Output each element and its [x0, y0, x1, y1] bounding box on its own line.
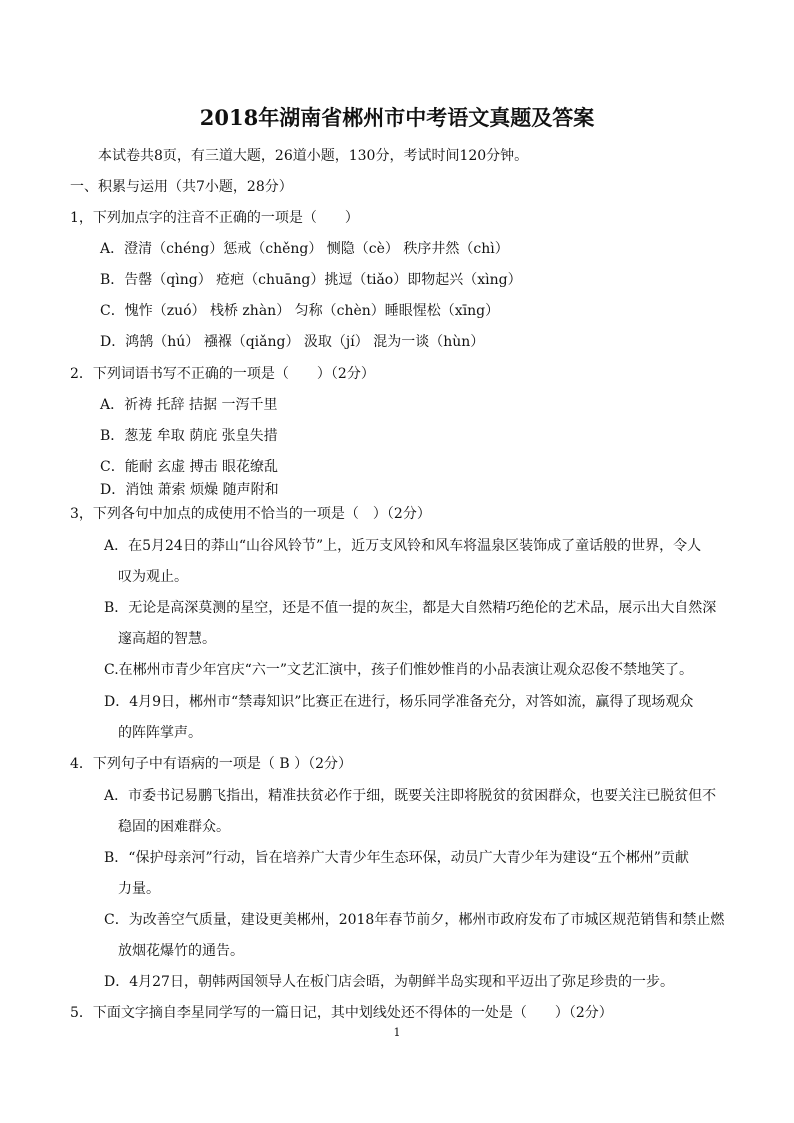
question-4-option-a-line2: 稳固的困难群众。	[118, 819, 230, 835]
question-4-option-a-line1: A．市委书记易鹏飞指出，精准扶贫必作于细，既要关注即将脱贫的贫困群众，也要关注已脱贫但不	[104, 788, 717, 804]
question-1-option-c: C．愧怍（zuó） 栈桥 zhàn） 匀称（chèn）睡眼惺松（xīng）	[100, 303, 500, 319]
question-3-option-c: C.在郴州市青少年宫庆“六一”文艺汇演中，孩子们惟妙惟肖的小品表演让观众忍俊不禁地笑了。	[104, 662, 693, 678]
question-4-option-c-line1: C．为改善空气质量，建设更美郴州，2018年春节前夕，郴州市政府发布了市城区规范销售和禁止燃	[104, 912, 725, 928]
question-2-option-a: A．祈祷 托辞 拮据 一泻千里	[100, 397, 278, 413]
question-4-option-d: D．4月27日，朝韩两国领导人在板门店会晤，为朝鲜半岛实现和平迈出了弥足珍贵的一步。	[104, 974, 674, 990]
question-4-stem: 4．下列句子中有语病的一项是（ B ）（2分）	[70, 756, 353, 772]
question-2-stem: 2．下列词语书写不正确的一项是（ ）（2分）	[70, 366, 375, 382]
question-3-option-a-line2: 叹为观止。	[118, 569, 188, 585]
question-2-option-c: C．能耐 玄虚 搏击 眼花缭乱	[100, 459, 279, 475]
question-1-option-b: B．告罄（qìng） 疮疤（chuāng）挑逗（tiǎo）即物起兴（xìng）	[100, 272, 522, 288]
question-1-stem: 1，下列加点字的注音不正确的一项是（ ）	[70, 210, 359, 226]
question-4-option-c-line2: 放烟花爆竹的通告。	[118, 943, 244, 959]
question-3-option-b-line1: B．无论是高深莫测的星空，还是不值一提的灰尘，都是大自然精巧绝伦的艺术品，展示出大自然深	[104, 600, 717, 616]
section-heading: 一、积累与运用（共7小题，28分）	[70, 179, 293, 195]
question-3-option-b-line2: 邃高超的智慧。	[118, 631, 216, 647]
page-title: 2018年湖南省郴州市中考语文真题及答案	[199, 105, 595, 130]
question-4-option-b-line1: B．“保护母亲河”行动，旨在培养广大青少年生态环保，动员广大青少年为建设“五个郴州”贡献	[104, 850, 689, 866]
page-number: 1	[393, 1026, 401, 1039]
question-2-option-d: D．消蚀 萧索 烦燥 随声附和	[100, 482, 279, 498]
question-3-option-d-line1: D．4月9日，郴州市“禁毒知识”比赛正在进行，杨乐同学准备充分，对答如流，赢得了现场观众	[104, 694, 694, 710]
question-4-option-b-line2: 力量。	[118, 881, 160, 897]
question-5-stem: 5．下面文字摘自李星同学写的一篇日记，其中划线处还不得体的一处是（ ）（2分）	[70, 1005, 613, 1021]
question-3-option-d-line2: 的阵阵掌声。	[118, 725, 202, 741]
intro-text: 本试卷共8页，有三道大题，26道小题，130分，考试时间120分钟。	[98, 148, 529, 164]
question-2-option-b: B．葱茏 牟取 荫庇 张皇失措	[100, 428, 278, 444]
question-3-stem: 3，下列各句中加点的成使用不恰当的一项是（ ）（2分）	[70, 506, 431, 522]
question-1-option-a: A．澄清（chéng）惩戒（chěng） 恻隐（cè） 秩序井然（chì）	[100, 241, 509, 257]
question-1-option-d: D．鸿鹄（hú） 襁褓（qiǎng） 汲取（jí） 混为一谈（hùn）	[100, 334, 485, 350]
question-3-option-a-line1: A．在5月24日的莽山“山谷风铃节”上，近万支风铃和风车将温泉区装饰成了童话般的世界，令人	[104, 538, 702, 554]
